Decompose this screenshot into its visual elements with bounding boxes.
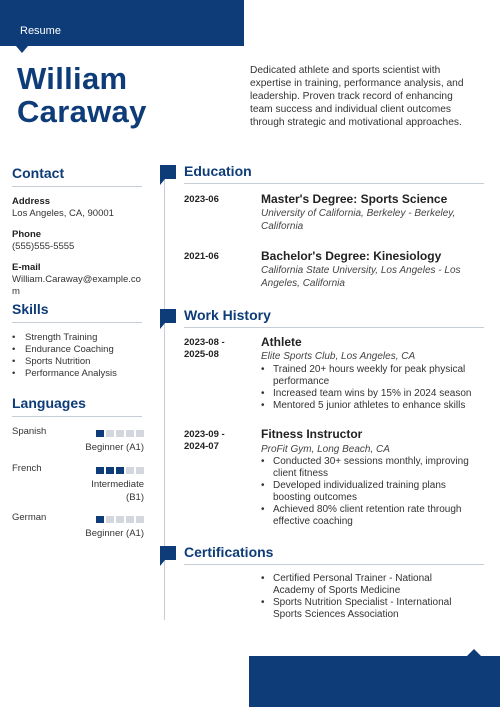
certification-item: • Certified Personal Trainer - National Academy of Sports Medicine <box>261 573 461 597</box>
education-degree: Bachelor's Degree: Kinesiology <box>261 249 442 263</box>
certifications-list <box>261 573 461 621</box>
language-rating <box>96 516 144 523</box>
rating-square-empty <box>126 430 134 437</box>
education-date: 2023-06 <box>184 194 219 205</box>
education-title: Education <box>184 163 252 179</box>
language-level: Beginner (A1) <box>85 528 144 539</box>
phone-label: Phone <box>12 229 42 240</box>
language-name: French <box>12 463 42 474</box>
contact-title: Contact <box>12 165 65 181</box>
rating-square-empty <box>116 516 124 523</box>
languages-rule <box>12 416 142 417</box>
skill-item: • Performance Analysis <box>12 368 142 380</box>
education-degree: Master's Degree: Sports Science <box>261 192 448 206</box>
header-band <box>0 0 244 46</box>
education-flag-icon <box>160 165 176 179</box>
language-row <box>12 512 142 562</box>
rating-square-empty <box>126 467 134 474</box>
work-company: Elite Sports Club, Los Angeles, CA <box>261 351 416 362</box>
languages-section <box>12 394 142 562</box>
work-date-start: 2023-08 - <box>184 337 225 348</box>
work-bullet: • Increased team wins by 15% in 2024 season <box>261 388 486 400</box>
work-date-end: 2024-07 <box>184 441 219 452</box>
language-level: Intermediate (B1) <box>91 479 144 503</box>
rating-square-empty <box>116 430 124 437</box>
skill-item: • Endurance Coaching <box>12 344 142 356</box>
education-school: California State University, Los Angeles - Los Angeles, California <box>261 265 461 289</box>
work-date-start: 2023-09 - <box>184 429 225 440</box>
work-title: Work History <box>184 307 271 323</box>
work-bullet: • Trained 20+ hours weekly for peak physical performance <box>261 364 486 388</box>
language-level: Beginner (A1) <box>85 442 144 453</box>
name-first: William <box>17 61 128 96</box>
rating-square-empty <box>136 516 144 523</box>
languages-title: Languages <box>12 395 86 411</box>
phone-value: (555)555-5555 <box>12 241 75 252</box>
address-label: Address <box>12 196 51 207</box>
work-bullet: • Developed individualized training plans boosting outcomes <box>261 480 486 504</box>
email-value: William.Caraway@example.com <box>12 274 141 297</box>
language-rating <box>96 467 144 474</box>
work-rule <box>184 327 484 328</box>
work-role: Fitness Instructor <box>261 427 363 441</box>
footer-band <box>249 656 500 707</box>
work-bullets <box>261 364 486 412</box>
work-bullet: • Conducted 30+ sessions monthly, improving client fitness <box>261 456 486 480</box>
work-bullet: • Mentored 5 junior athletes to enhance skills <box>261 400 486 412</box>
skills-list <box>12 332 142 380</box>
resume-tag: Resume <box>20 25 61 37</box>
rating-square-filled <box>96 516 104 523</box>
rating-square-filled <box>116 467 124 474</box>
email-label: E-mail <box>12 262 41 273</box>
name-last: Caraway <box>17 94 147 129</box>
skills-section <box>12 300 142 380</box>
skills-title: Skills <box>12 301 49 317</box>
address-value: Los Angeles, CA, 90001 <box>12 208 114 219</box>
rating-square-filled <box>96 430 104 437</box>
language-rating <box>96 430 144 437</box>
certifications-rule <box>184 564 484 565</box>
rating-square-empty <box>106 430 114 437</box>
education-school: University of California, Berkeley - Berkeley, California <box>261 208 456 232</box>
rating-square-empty <box>136 467 144 474</box>
contact-section <box>12 164 142 298</box>
certifications-flag-icon <box>160 546 176 560</box>
education-date: 2021-06 <box>184 251 219 262</box>
certifications-title: Certifications <box>184 544 274 560</box>
work-company: ProFit Gym, Long Beach, CA <box>261 444 390 455</box>
candidate-name <box>17 62 237 128</box>
rating-square-empty <box>136 430 144 437</box>
work-date-end: 2025-08 <box>184 349 219 360</box>
header-pointer <box>16 46 28 53</box>
rating-square-empty <box>126 516 134 523</box>
work-date <box>184 429 225 453</box>
footer-notch <box>467 649 481 656</box>
language-row <box>12 463 142 512</box>
language-name: German <box>12 512 47 523</box>
skills-rule <box>12 322 142 323</box>
rating-square-filled <box>96 467 104 474</box>
language-row <box>12 426 142 463</box>
rating-square-filled <box>106 467 114 474</box>
work-date <box>184 337 225 361</box>
skill-item: • Sports Nutrition <box>12 356 142 368</box>
work-bullets <box>261 456 486 528</box>
language-name: Spanish <box>12 426 47 437</box>
education-rule <box>184 183 484 184</box>
work-role: Athlete <box>261 335 302 349</box>
work-flag-icon <box>160 309 176 323</box>
certification-item: • Sports Nutrition Specialist - International Sports Sciences Association <box>261 597 461 621</box>
work-bullet: • Achieved 80% client retention rate through effective coaching <box>261 504 486 528</box>
rating-square-empty <box>106 516 114 523</box>
contact-rule <box>12 186 142 187</box>
skill-item: • Strength Training <box>12 332 142 344</box>
summary: Dedicated athlete and sports scientist with expertise in training, performance analysis, and leadership. Proven track record of enhancing team success and individual client outcomes through strategic and motivational approaches. <box>250 65 464 128</box>
